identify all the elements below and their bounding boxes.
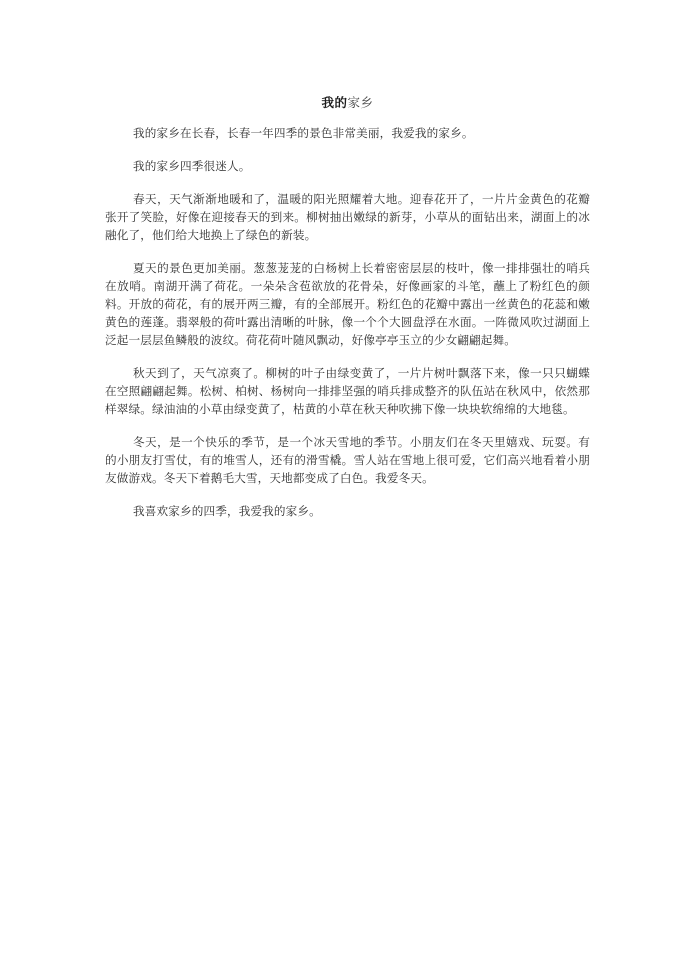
- paragraph-summer: 夏天的景色更加美丽。葱葱茏茏的白杨树上长着密密层层的枝叶，像一排排强壮的哨兵在放哨。南湖开满了荷花。一朵朵含苞欲放的花骨朵，好像画家的斗笔，蘸上了粉红色的颜料。开放的荷花，有的展开两三瓣，有的全部展开。粉红色的花瓣中露出一丝黄色的花蕊和嫩黄色的莲蓬。翡翠般的荷叶露出清晰的叶脉，像一个个大圆盘浮在水面。一阵微风吹过湖面上泛起一层层鱼鳞般的波纹。荷花荷叶随风飘动，好像亭亭玉立的少女翩翩起舞。: [105, 261, 590, 347]
- paragraph-conclusion: 我喜欢家乡的四季，我爱我的家乡。: [133, 504, 321, 518]
- paragraph-spring: 春天，天气渐渐地暖和了，温暖的阳光照耀着大地。迎春花开了，一片片金黄色的花瓣张开了笑脸，好像在迎接春天的到来。柳树抽出嫩绿的新芽，小草从的面钻出来，湖面上的冰融化了，他们给大地换上了绿色的新装。: [105, 192, 590, 242]
- title-light-part: 家乡: [347, 95, 374, 110]
- document-page: [105, 95, 590, 535]
- title-bold-part: 我的: [321, 95, 348, 110]
- paragraph-four-seasons: 我的家乡四季很迷人。: [133, 159, 251, 173]
- paragraph-autumn: 秋天到了，天气凉爽了。柳树的叶子由绿变黄了，一片片树叶飘落下来，像一只只蝴蝶在空照翩翩起舞。松树、柏树、杨树向一排排坚强的哨兵排成整齐的队伍站在秋风中，依然那样翠绿。绿油油的小草由绿变黄了，枯黄的小草在秋天种吹拂下像一块块软绵绵的大地毯。: [105, 366, 590, 416]
- paragraph-winter: 冬天，是一个快乐的季节，是一个冰天雪地的季节。小朋友们在冬天里嬉戏、玩耍。有的小朋友打雪仗，有的堆雪人，还有的滑雪橇。雪人站在雪地上很可爱，它们高兴地看着小朋友做游戏。冬天下着鹅毛大雪，天地都变成了白色。我爱冬天。: [105, 435, 590, 485]
- paragraph-intro: 我的家乡在长春，长春一年四季的景色非常美丽，我爱我的家乡。: [133, 126, 474, 140]
- document-title: [105, 95, 590, 111]
